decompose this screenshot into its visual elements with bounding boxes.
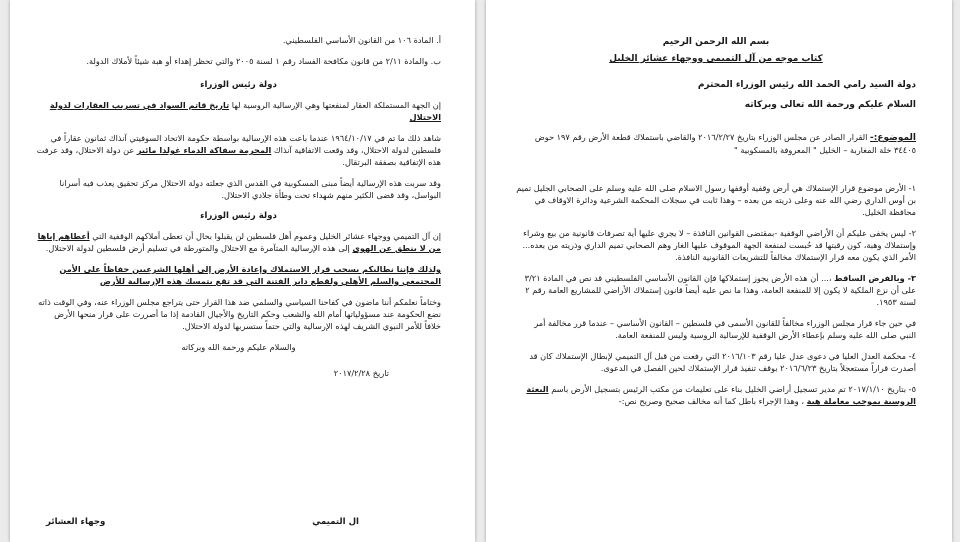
paragraph-text: عن دولة الاحتلال، وقد عرفت هذه الإتفاقية بصفقة البرتقال.: [36, 145, 441, 167]
section-heading-1: دولة رئيس الوزراء: [200, 80, 277, 90]
subject-label: الموضوع:-: [870, 133, 916, 143]
subject-block: [516, 131, 916, 156]
point-2: ٢- ليس يخفى عليكم أن الأراضي الوقفية -بمقتضى القوانين النافذة – لا يجري عليها أية تصرفات قانونية من بيع وشراء وإستملاك وهبة، كون رقبتها قد حُبست لمنفعة الجهة الموقوف عليها الغار وهم الصحابي تميم الداري وذريته من بعده... الأمر الذي يكون معه قرار الإستملاك مخالفاً للتشريعات القانونية النافذة.: [522, 228, 916, 262]
paragraph-text: إن الجهة المستملكة العقار لمنفعتها وهي الإرسالية الروسية لها: [231, 100, 441, 110]
letter-page-1: [486, 0, 952, 542]
paragraph-demand: ولذلك فإننا نطالبكم بسحب قرار الاستملاك وإعادة الأرض إلى أهلها الشرعيين حفاظاً على الأمن المجتمعي والسلم الأهلي ولقطع دابر الفتنة التي قد تقع بتمسك هذه الإرسالية للأرض: [59, 264, 441, 286]
point-3: [516, 272, 916, 308]
signature-tamimi: ال التميمي: [312, 517, 359, 527]
signature-row: [46, 516, 439, 528]
point-5: [516, 383, 916, 407]
paragraph-moscobia-building: وقد سربت هذه الإرسالية أيضاً مبنى المسكوبية في القدس الذي جعلته دولة الاحتلال مركز تحقيق يعذب فيه أسرانا البواسل، وقد قضى الكثير منهم شهداء تحت وطأة جلادي الاحتلال.: [59, 178, 441, 200]
signature-clan-notables: وجهاء العشائر: [46, 517, 106, 527]
legal-ref-b: ب. والمادة ٢/١١ من قانون مكافحة الفساد رقم ١ لسنة ٢٠٠٥ والتي تحظر إهداء أو هبة شيئاً لأملاك الدولة.: [86, 56, 441, 66]
emphasis-text: البعثة الروسية بموجب معاملة هبة: [526, 384, 916, 406]
addressee: دولة السيد رامي الحمد الله رئيس الوزراء المحترم: [697, 80, 916, 90]
point-3-text: ،... أن هذه الأرض يجوز إستملاكها فإن القانون الأساسي الفلسطيني قد نص في المادة ٣/٢١ على أن نزع الملكية لا يكون إلا للمنفعة العامة، وهذا ما نص عليه أيضاً قانون إستملاك الأراضي للمشاريع العامة رقم ٢ لسنة ١٩٥٣.: [524, 273, 916, 307]
paragraph-orange-deal: [36, 132, 441, 168]
emphasis-text: المجرمة سفاكة الدماء غولدا مائير: [136, 145, 272, 155]
emphasis-text: أعطاهم إياها من لا ينطق عن الهوى: [37, 231, 441, 253]
subject-text: القرار الصادر عن مجلس الوزراء بتاريخ ٢٠١٦/٢/٢٧ والقاضي باستملاك قطعة الأرض رقم ١٩٧ حوض ٣٤٤٠٥ خلة المغاربة – الخليل " المعروفة بالمسكوبية ": [534, 132, 916, 155]
point-5-text: ٥- بتاريخ ٢٠١٧/١/١٠ تم مدير تسجيل أراضي الخليل بناء على تعليمات من مكتب الرئيس بتسجيل الأرض باسم: [551, 384, 916, 394]
basmala: بسم الله الرحمن الرحيم: [662, 37, 770, 47]
point-3-continuation: في حين جاء قرار مجلس الوزراء مخالفاً للقانون الأسمى في فلسطين – القانون الأساسي – عندما قرر مخالفة أمر النبي صلى الله عليه وسلم بإعطاء الأرض الوقفية للإرسالية الروسية وليس للمنفعة العامة.: [534, 318, 916, 340]
letter-page-2: [10, 0, 475, 542]
paragraph-text: شاهد ذلك ما تم في ١٩٦٤/١٠/١٧ عندما باعت هذه الإرسالية بواسطة حكومة الاتحاد السوفيتي آنذاك ثمانون عقاراً في فلسطين لدولة الاحتلال، وقد وقعت الاتفاقية آنذاك: [50, 133, 441, 155]
paragraph-text: إلى هذه الإرسالية المتآمرة مع الاحتلال والمتورطة في تسليم أرض فلسطين لدولة الاحتلال.: [45, 243, 350, 253]
paragraph-conclusion: وختاماً نعلمكم أننا ماضون في كفاحنا السياسي والسلمي ضد هذا القرار حتى يتراجع مجلس الوزراء عنه، وفي الوقت ذاته نضع الحكومة عند مسؤولياتها أمام الله والشعب وحكم التاريخ والأجيال القادمة إذا ما أصررت على قرار منحها الأرض خلافاً للأمر النبوي الشريف لهذه الإرسالية والتي حتماً ستسربها لدولة الاحتلال.: [38, 297, 441, 331]
section-heading-2: دولة رئيس الوزراء: [200, 211, 277, 221]
paragraph-text: إن آل التميمي ووجهاء عشائر الخليل وعموم أهل فلسطين لن يقبلوا بحال أن تعطى أملاكهم الوقفية التي: [92, 231, 441, 241]
point-1: ١- الأرض موضوع قرار الإستملاك هي أرض وقفية أوقفها رسول الاسلام صلى الله عليه وسلم على الصحابي الجليل تميم بن أوس الداري رضي الله عنه وعلى ذريته من بعده – وهذا ثابت في سجلات المحكمة الشرعية ودائرة الاوقاف في محافظة الخليل.: [516, 183, 916, 217]
paragraph-waqf-refusal: [36, 230, 441, 254]
point-5-text-end: ، وهذا الإجراء باطل كما أنه مخالف صحيح وصريح نص:-: [618, 396, 805, 406]
point-3-label: ٣- وبالفرض الساقط: [834, 273, 916, 283]
emphasis-text: تاريخ قاتم السواد في تسريب العقارات لدولة الاحتلال: [49, 100, 441, 122]
greeting: السلام عليكم ورحمة الله تعالى وبركاته: [744, 100, 916, 110]
legal-ref-a: أ. المادة ١٠٦ من القانون الأساسي الفلسطيني.: [282, 35, 441, 45]
point-4: ٤- محكمة العدل العليا في دعوى عدل عليا رقم ٢٠١٦/١٠٣ التي رفعت من قبل آل التميمي لإبطال الإستملاك كان قد أصدرت قراراً مستعجلاً بتاريخ ٢٠١٦/٦/٢٣ بوقف تنفيذ قرار الإستملاك لحين الفصل في الدعوى.: [529, 351, 916, 373]
closing-salutation: والسلام عليكم ورحمة الله وبركاته: [181, 342, 296, 352]
letter-date: تاريخ ٢٠١٧/٢/٢٨: [333, 368, 389, 378]
letter-title: كتاب موجه من آل التميمي ووجهاء عشائر الخليل: [609, 54, 823, 64]
paragraph-mission-history: [36, 99, 441, 123]
